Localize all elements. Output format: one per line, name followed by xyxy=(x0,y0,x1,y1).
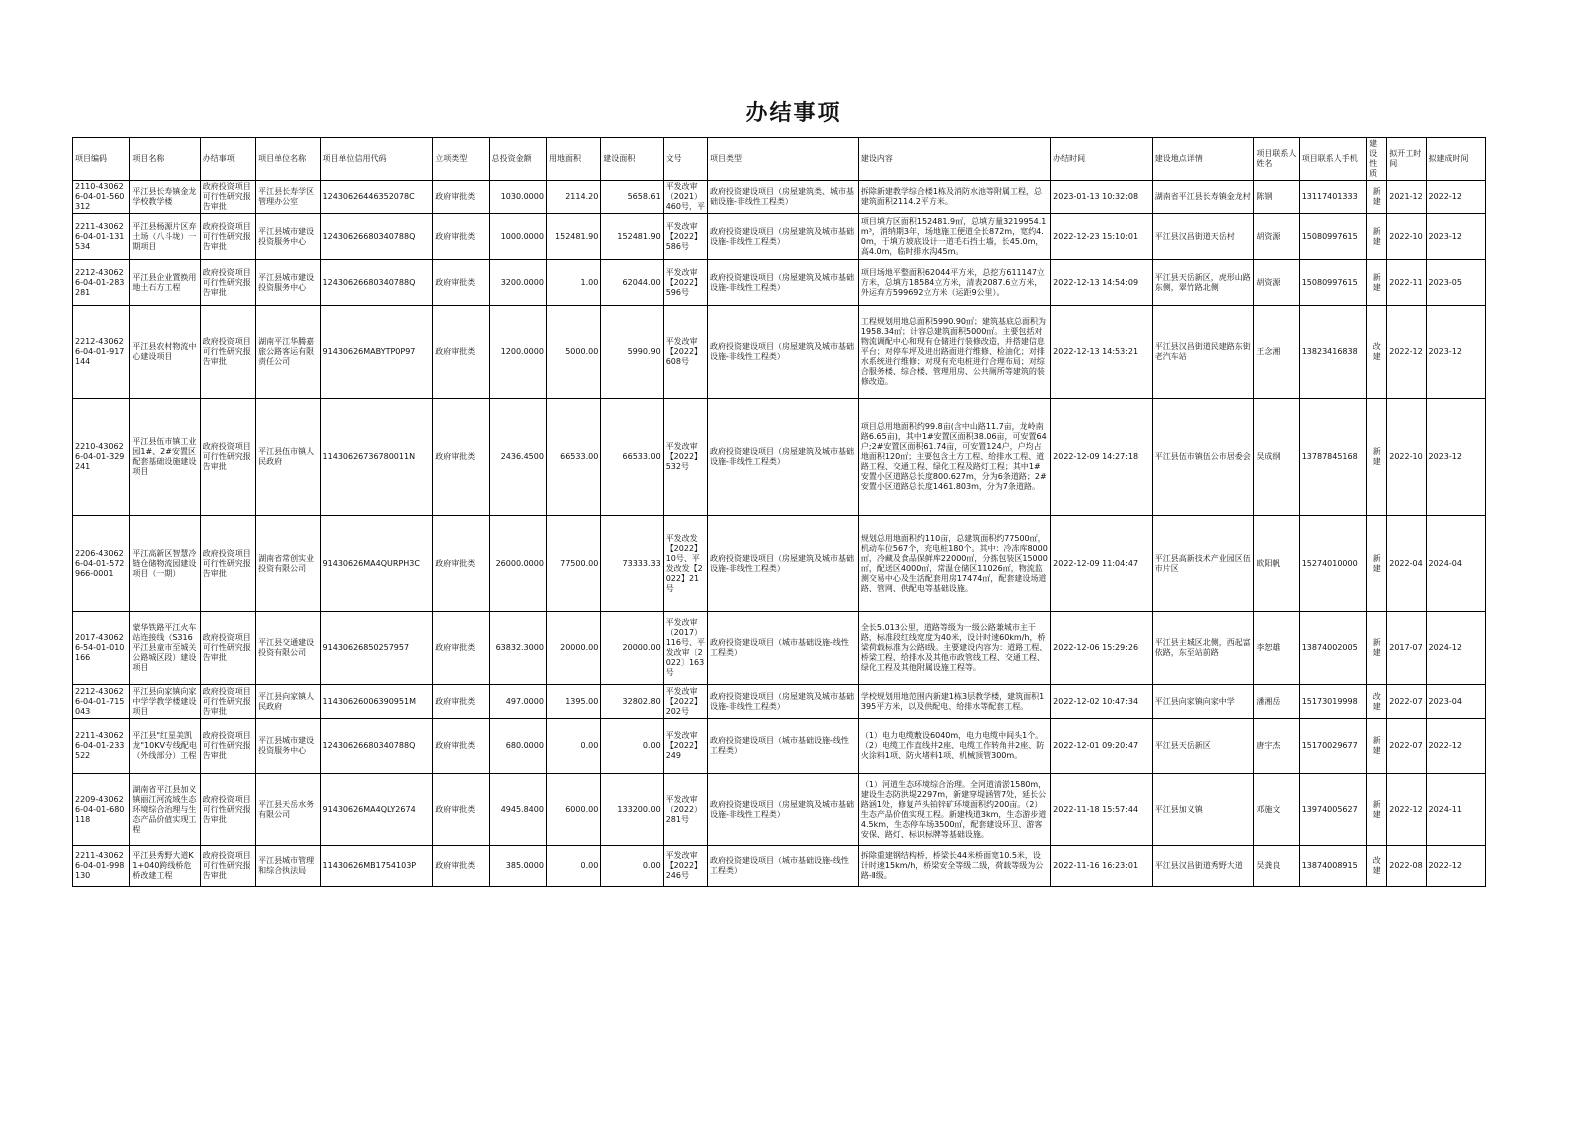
table-cell: 1395.00 xyxy=(546,685,600,719)
table-cell: 蒙华铁路平江火车站连接线（S316平江县童市至城关公路城区段）建设项目 xyxy=(130,612,200,685)
table-cell: 平发改审【2022】596号 xyxy=(663,260,707,306)
table-cell: 政府投资项目可行性研究报告审批 xyxy=(200,181,255,214)
table-cell: 全长5.013公里，道路等级为一级公路兼城市主干路，标准段红线宽度为40米，设计时速60km/h，桥梁荷载标准为公路Ⅰ级。主要建设内容为：道路工程、桥梁工程、给排水及其他市政管线工程、交通工程、绿化工程及其他附属设施工程等。 xyxy=(858,612,1050,685)
table-cell: 政府审批类 xyxy=(433,719,489,774)
table-cell: 2110-430626-04-01-560312 xyxy=(73,181,130,214)
table-cell: 政府投资建设项目（房屋建筑及城市基础设施-非线性工程类） xyxy=(707,685,858,719)
table-cell: 改建 xyxy=(1367,846,1387,887)
column-header: 总投资金额 xyxy=(489,138,546,181)
table-row xyxy=(73,774,1486,846)
table-cell: 政府审批类 xyxy=(433,516,489,612)
table-cell: 王念湘 xyxy=(1254,306,1299,399)
table-cell: 2206-430626-04-01-572966-0001 xyxy=(73,516,130,612)
table-cell: 680.0000 xyxy=(489,719,546,774)
table-cell: 2024-04 xyxy=(1426,516,1486,612)
document-title: 办结事项 xyxy=(745,100,842,126)
table-cell: 吴成纲 xyxy=(1254,399,1299,516)
table-cell: 2022-11-16 16:23:01 xyxy=(1051,846,1153,887)
table-cell: 11430626006390951M xyxy=(320,685,433,719)
table-cell: 政府投资建设项目（房屋建筑及城市基础设施-非线性工程类） xyxy=(707,774,858,846)
table-row xyxy=(73,719,1486,774)
table-cell: 2022-07 xyxy=(1387,685,1426,719)
table-cell: 湖南省平江县加义镇丽江河流域生态环境综合治理与生态产品价值实现工程 xyxy=(130,774,200,846)
table-row xyxy=(73,260,1486,306)
table-cell: 平江县天岳新区 xyxy=(1152,719,1254,774)
table-cell: 平江县交通建设投资有限公司 xyxy=(256,612,320,685)
table-cell: 2211-430626-04-01-233522 xyxy=(73,719,130,774)
table-cell: 政府投资项目可行性研究报告审批 xyxy=(200,214,255,260)
table-cell: 欧阳帆 xyxy=(1254,516,1299,612)
table-row xyxy=(73,612,1486,685)
table-cell: 政府投资项目可行性研究报告审批 xyxy=(200,399,255,516)
table-cell: 2209-430626-04-01-680118 xyxy=(73,774,130,846)
table-cell: 平江县伍市镇伍公市居委会 xyxy=(1152,399,1254,516)
table-cell: 平江县城市建设投资服务中心 xyxy=(256,719,320,774)
table-cell: 12430626680340788Q xyxy=(320,260,433,306)
table-cell: 1200.0000 xyxy=(489,306,546,399)
table-cell: 2022-12 xyxy=(1426,181,1486,214)
table-cell: 2023-01-13 10:32:08 xyxy=(1051,181,1153,214)
table-cell: 平江县农村物流中心建设项目 xyxy=(130,306,200,399)
table-cell: 2022-11-18 15:57:44 xyxy=(1051,774,1153,846)
table-cell: 26000.0000 xyxy=(489,516,546,612)
column-header: 项目联系人姓名 xyxy=(1254,138,1299,181)
column-header: 项目单位名称 xyxy=(256,138,320,181)
table-cell: 2022-10 xyxy=(1387,399,1426,516)
table-cell: 政府审批类 xyxy=(433,685,489,719)
table-cell: 平江县伍市镇人民政府 xyxy=(256,399,320,516)
table-cell: 2022-12-09 11:04:47 xyxy=(1051,516,1153,612)
column-header: 项目类型 xyxy=(707,138,858,181)
table-cell: 政府投资建设项目（城市基础设施-线性工程类） xyxy=(707,719,858,774)
completed-items-table xyxy=(72,137,1486,887)
table-cell: 2022-12-06 15:29:26 xyxy=(1051,612,1153,685)
table-cell: 新建 xyxy=(1367,399,1387,516)
table-cell: 规划总用地面积约110亩，总建筑面积约77500㎡，机动车位567个，充电桩180个。其中：冷冻库8000㎡，冷藏及食品保鲜库22000㎡，分拣包装区15000㎡，配送区4000㎡，常温仓储区11026㎡，物流监测交易中心及生活配套用房17474㎡，配套建设场道路、管网、供配电等基础设施。 xyxy=(858,516,1050,612)
column-header: 项目单位信用代码 xyxy=(320,138,433,181)
table-cell: 平江县"红星美凯龙"10KV专线配电（外线部分）工程 xyxy=(130,719,200,774)
table-cell: 5000.00 xyxy=(546,306,600,399)
table-cell: 政府投资建设项目（城市基础设施-线性工程类） xyxy=(707,612,858,685)
table-row xyxy=(73,399,1486,516)
table-cell: 邓施文 xyxy=(1254,774,1299,846)
column-header: 办结事项 xyxy=(200,138,255,181)
table-cell: 15080997615 xyxy=(1299,214,1366,260)
table-cell: 湖南省平江县长寿镇金龙村 xyxy=(1152,181,1254,214)
table-cell: 1000.0000 xyxy=(489,214,546,260)
table-row xyxy=(73,306,1486,399)
table-cell: 新建 xyxy=(1367,516,1387,612)
table-cell: 平江县城市建设投资服务中心 xyxy=(256,260,320,306)
column-header: 办结时间 xyxy=(1051,138,1153,181)
table-cell: 胡资源 xyxy=(1254,214,1299,260)
table-row xyxy=(73,214,1486,260)
column-header: 建设地点详情 xyxy=(1152,138,1254,181)
table-cell: 2022-12-13 14:54:09 xyxy=(1051,260,1153,306)
column-header: 拟开工时间 xyxy=(1387,138,1426,181)
column-header: 项目编码 xyxy=(73,138,130,181)
table-cell: 5658.61 xyxy=(601,181,663,214)
table-cell: 政府审批类 xyxy=(433,306,489,399)
table-cell: 平江县杨源片区弃土场（八斗垅）一期项目 xyxy=(130,214,200,260)
table-cell: 政府审批类 xyxy=(433,399,489,516)
table-cell: 政府投资建设项目（房屋建筑及城市基础设施-非线性工程类） xyxy=(707,260,858,306)
table-row xyxy=(73,181,1486,214)
table-cell: 潘湘岳 xyxy=(1254,685,1299,719)
table-cell: 2022-12-23 15:10:01 xyxy=(1051,214,1153,260)
table-cell: 66533.00 xyxy=(601,399,663,516)
table-cell: 平发改审【2022】532号 xyxy=(663,399,707,516)
table-cell: 新建 xyxy=(1367,181,1387,214)
table-cell: 平江县汉昌街道天岳村 xyxy=(1152,214,1254,260)
table-cell: 政府投资建设项目（房屋建筑及城市基础设施-非线性工程类） xyxy=(707,399,858,516)
table-cell: 拆除重建钢结构桥，桥梁长44米桥面宽10.5米，设计时速15km/h，桥梁安全等级二级，荷载等级为公路-Ⅱ级。 xyxy=(858,846,1050,887)
table-cell: 15170029677 xyxy=(1299,719,1366,774)
table-cell: 15080997615 xyxy=(1299,260,1366,306)
table-cell: 13874008915 xyxy=(1299,846,1366,887)
table-cell: 新建 xyxy=(1367,214,1387,260)
table-cell: 13974005627 xyxy=(1299,774,1366,846)
table-cell: 1.00 xyxy=(546,260,600,306)
table-cell: 2023-12 xyxy=(1426,399,1486,516)
table-cell: 91430626MA4QLY2674 xyxy=(320,774,433,846)
column-header: 建设面积 xyxy=(601,138,663,181)
table-cell: 2022-12 xyxy=(1426,719,1486,774)
column-header: 立项类型 xyxy=(433,138,489,181)
table-cell: 0.00 xyxy=(546,719,600,774)
table-cell: 5990.90 xyxy=(601,306,663,399)
table-cell: 152481.90 xyxy=(601,214,663,260)
table-cell: 新建 xyxy=(1367,260,1387,306)
table-cell: 平发改审【2022】202号 xyxy=(663,685,707,719)
table-cell: 平江县汉昌街道民建路东街老汽车站 xyxy=(1152,306,1254,399)
table-cell: 政府投资项目可行性研究报告审批 xyxy=(200,516,255,612)
table-cell: 15274010000 xyxy=(1299,516,1366,612)
table-cell: 政府审批类 xyxy=(433,774,489,846)
table-cell: 学校规划用地范围内新建1栋3层教学楼，建筑面积1395平方米，以及供配电、给排水等配套工程。 xyxy=(858,685,1050,719)
table-cell: 91430626850257957 xyxy=(320,612,433,685)
table-cell: 平江县汉昌街道秀野大道 xyxy=(1152,846,1254,887)
table-cell: 胡资源 xyxy=(1254,260,1299,306)
table-cell: 91430626MABYTP0P97 xyxy=(320,306,433,399)
table-cell: 2210-430626-04-01-329241 xyxy=(73,399,130,516)
column-header: 建设内容 xyxy=(858,138,1050,181)
table-cell: 2021-12 xyxy=(1387,181,1426,214)
table-cell: 73333.33 xyxy=(601,516,663,612)
table-cell: 0.00 xyxy=(601,846,663,887)
table-cell: 497.0000 xyxy=(489,685,546,719)
table-cell: 2022-08 xyxy=(1387,846,1426,887)
table-cell: 77500.00 xyxy=(546,516,600,612)
table-cell: 平江县长寿学区管理办公室 xyxy=(256,181,320,214)
table-cell: 32802.80 xyxy=(601,685,663,719)
table-cell: 政府投资建设项目（房屋建筑及城市基础设施-非线性工程类） xyxy=(707,214,858,260)
table-cell: 2023-12 xyxy=(1426,214,1486,260)
table-cell: 新建 xyxy=(1367,719,1387,774)
table-cell: 2212-430626-04-01-917144 xyxy=(73,306,130,399)
table-cell: 平江县天岳新区，虎形山路东侧，翠竹路北侧 xyxy=(1152,260,1254,306)
table-cell: 项目场地平整面积62044平方米，总挖方611147立方米，总填方18584立方米，清表2087.6立方米，外运弃方599692立方米（运距9公里）。 xyxy=(858,260,1050,306)
table-cell: 平江县企业置换用地土石方工程 xyxy=(130,260,200,306)
table-cell: 6000.00 xyxy=(546,774,600,846)
table-cell: 91430626MA4QURPH3C xyxy=(320,516,433,612)
column-header: 拟建成时间 xyxy=(1426,138,1486,181)
table-cell: 平江县长寿镇金龙学校教学楼 xyxy=(130,181,200,214)
table-cell: 政府投资建设项目（房屋建筑及城市基础设施-非线性工程类） xyxy=(707,516,858,612)
table-cell: 平江县主城区北侧，西起富依路，东至站前路 xyxy=(1152,612,1254,685)
table-cell: 2022-12-09 14:27:18 xyxy=(1051,399,1153,516)
table-cell: 改建 xyxy=(1367,685,1387,719)
table-cell: 13787845168 xyxy=(1299,399,1366,516)
table-cell: 66533.00 xyxy=(546,399,600,516)
column-header: 建设性质 xyxy=(1367,138,1387,181)
table-cell: 平江县向家镇向家中学 xyxy=(1152,685,1254,719)
table-cell: 2022-12-13 14:53:21 xyxy=(1051,306,1153,399)
table-cell: 平江县高新技术产业园区伍市片区 xyxy=(1152,516,1254,612)
table-cell: 3200.0000 xyxy=(489,260,546,306)
table-cell: 唐宇杰 xyxy=(1254,719,1299,774)
table-cell: 2022-11 xyxy=(1387,260,1426,306)
table-row xyxy=(73,685,1486,719)
table-cell: 11430626736780011N xyxy=(320,399,433,516)
table-cell: 2211-430626-04-01-131534 xyxy=(73,214,130,260)
table-cell: 2022-10 xyxy=(1387,214,1426,260)
table-cell: 13874002005 xyxy=(1299,612,1366,685)
table-cell: 2211-430626-04-01-998130 xyxy=(73,846,130,887)
table-cell: 平江县向家镇人民政府 xyxy=(256,685,320,719)
table-cell: 13823416838 xyxy=(1299,306,1366,399)
table-cell: 吴龚良 xyxy=(1254,846,1299,887)
table-cell: 385.0000 xyxy=(489,846,546,887)
table-cell: 政府投资项目可行性研究报告审批 xyxy=(200,306,255,399)
table-cell: 11430626MB1754103P xyxy=(320,846,433,887)
table-cell: 0.00 xyxy=(601,719,663,774)
table-cell: 2212-430626-04-01-283281 xyxy=(73,260,130,306)
table-cell: 20000.00 xyxy=(601,612,663,685)
table-cell: 4945.8400 xyxy=(489,774,546,846)
table-cell: 平发改审（2021）460号，平 xyxy=(663,181,707,214)
table-cell: 政府投资项目可行性研究报告审批 xyxy=(200,260,255,306)
table-cell: 平发改审【2022】246号 xyxy=(663,846,707,887)
table-cell: 0.00 xyxy=(546,846,600,887)
table-cell: 133200.00 xyxy=(601,774,663,846)
table-cell: 政府审批类 xyxy=(433,846,489,887)
table-cell: 平江县向家镇向家中学学教学楼建设项目 xyxy=(130,685,200,719)
table-cell: 平江县秀野大道K1+040跨线桥危桥改建工程 xyxy=(130,846,200,887)
table-cell: 2022-04 xyxy=(1387,516,1426,612)
table-cell: 15173019998 xyxy=(1299,685,1366,719)
table-cell: 政府投资项目可行性研究报告审批 xyxy=(200,685,255,719)
table-cell: 平江县加义镇 xyxy=(1152,774,1254,846)
table-cell: 陈钢 xyxy=(1254,181,1299,214)
table-cell: 62044.00 xyxy=(601,260,663,306)
table-cell: 政府投资建设项目（房屋建筑类、城市基础设施-非线性工程类） xyxy=(707,181,858,214)
table-cell: 平发改审【2022】586号 xyxy=(663,214,707,260)
table-cell: 项目填方区面积152481.9㎡，总填方量3219954.1m³，消纳期3年，场地施工便道全长872m，宽约4.0m，于填方坡底设计一道毛石挡土墙，长45.0m，高4.0m，临时排水沟45m。 xyxy=(858,214,1050,260)
table-cell: 李恕雄 xyxy=(1254,612,1299,685)
table-cell: 平江高新区智慧冷链仓储物流园建设项目（一期） xyxy=(130,516,200,612)
table-cell: 2212-430626-04-01-715043 xyxy=(73,685,130,719)
table-cell: 2022-12-02 10:47:34 xyxy=(1051,685,1153,719)
table-cell: 13117401333 xyxy=(1299,181,1366,214)
table-cell: 政府投资项目可行性研究报告审批 xyxy=(200,719,255,774)
table-cell: 湖南省常创实业投资有限公司 xyxy=(256,516,320,612)
table-cell: 2022-07 xyxy=(1387,719,1426,774)
table-cell: 152481.90 xyxy=(546,214,600,260)
table-cell: （1）河道生态环境综合治理。全河道清淤1580m，建设生态防洪堤2297m，新建穿堤涵管7处，延长公路涵1处，修复芦头铂锌矿环境面积约200亩。（2）生态产品价值实现工程。新建栈道3km，生态游步道4.5km，生态停车场3500㎡，配套建设环卫、游客安保、路灯、标识标牌等基础设施。 xyxy=(858,774,1050,846)
column-header: 文号 xyxy=(663,138,707,181)
table-cell: 2023-05 xyxy=(1426,260,1486,306)
table-cell: 2023-04 xyxy=(1426,685,1486,719)
table-cell: 12430626680340788Q xyxy=(320,214,433,260)
table-cell: 平发改审【2022】608号 xyxy=(663,306,707,399)
table-cell: 2024-12 xyxy=(1426,612,1486,685)
table-cell: 2022-12-01 09:20:47 xyxy=(1051,719,1153,774)
table-cell: 平发改发【2022】10号、平发改发【2022】21号 xyxy=(663,516,707,612)
table-cell: 政府审批类 xyxy=(433,612,489,685)
table-cell: 2022-12 xyxy=(1387,306,1426,399)
table-cell: 平发改审【2022】249 xyxy=(663,719,707,774)
table-cell: 2023-12 xyxy=(1426,306,1486,399)
table-cell: 政府审批类 xyxy=(433,214,489,260)
table-cell: 政府投资建设项目（城市基础设施-线性工程类） xyxy=(707,846,858,887)
table-cell: 政府审批类 xyxy=(433,260,489,306)
table-cell: 63832.3000 xyxy=(489,612,546,685)
table-cell: 平发改审（2022）281号 xyxy=(663,774,707,846)
table-cell: 政府投资建设项目（房屋建筑及城市基础设施-非线性工程类） xyxy=(707,306,858,399)
table-cell: 2024-11 xyxy=(1426,774,1486,846)
table-header-row xyxy=(73,138,1486,181)
table-cell: 平江县城市建设投资服务中心 xyxy=(256,214,320,260)
table-cell: 改建 xyxy=(1367,306,1387,399)
table-cell: 政府投资项目可行性研究报告审批 xyxy=(200,774,255,846)
table-cell: 2436.4500 xyxy=(489,399,546,516)
table-cell: 20000.00 xyxy=(546,612,600,685)
column-header: 用地面积 xyxy=(546,138,600,181)
table-cell: 项目总用地面积约99.8亩(含中山路11.7亩，龙岭南路6.65亩)，其中1#安置区面积38.06亩，可安置64户;2#安置区面积61.74亩，可安置124户，户均占地面积120㎡；主要包含土方工程、给排水工程、道路工程、交通工程、绿化工程及路灯工程；其中1#安置小区道路总长度800.627m，分为6条道路；2#安置小区道路总长度1461.803m，分为7条道路。 xyxy=(858,399,1050,516)
table-cell: 2022-12 xyxy=(1387,774,1426,846)
table-cell: 2022-12 xyxy=(1426,846,1486,887)
table-cell: 2114.20 xyxy=(546,181,600,214)
table-cell: 工程规划用地总面积5990.90㎡；建筑基底总面积为1958.34㎡；计容总建筑面积5000㎡。主要包括对物流调配中心和现有仓储进行装修改造，并搭建信息平台；对停车坪及进出路面进行维修、检油化；对排水系统进行维修；对现有充电桩进行合理布局；对综合服务楼、综合楼、管理用房、公共厕所等建筑的装修改造。 xyxy=(858,306,1050,399)
table-cell: 政府投资项目可行性研究报告审批 xyxy=(200,846,255,887)
table-cell: 平江县伍市镇工业园1#、2#安置区配套基础设施建设项目 xyxy=(130,399,200,516)
table-cell: 平发改审（2017）116号、平发改审〔2022〕163号 xyxy=(663,612,707,685)
table-cell: 新建 xyxy=(1367,612,1387,685)
column-header: 项目名称 xyxy=(130,138,200,181)
table-cell: 2017-430626-54-01-010166 xyxy=(73,612,130,685)
table-cell: 湖南平江华腾嘉旅公路客运有限责任公司 xyxy=(256,306,320,399)
table-cell: 12430626446352078C xyxy=(320,181,433,214)
table-cell: 1030.0000 xyxy=(489,181,546,214)
table-row xyxy=(73,516,1486,612)
table-cell: 新建 xyxy=(1367,774,1387,846)
column-header: 项目联系人手机 xyxy=(1299,138,1366,181)
table-cell: 拆除新建教学综合楼1栋及消防水池等附属工程，总建筑面积2114.2平方米。 xyxy=(858,181,1050,214)
table-cell: 2017-07 xyxy=(1387,612,1426,685)
table-cell: 平江县城市管理和综合执法局 xyxy=(256,846,320,887)
table-cell: （1）电力电缆敷设6040m，电力电缆中间头1个。（2）电缆工作直线井2座、电缆工作转角井2座、防火涂料1项、防火堵料1项、机械顶管300m。 xyxy=(858,719,1050,774)
table-cell: 政府投资项目可行性研究报告审批 xyxy=(200,612,255,685)
table-cell: 平江县天岳水务有限公司 xyxy=(256,774,320,846)
table-cell: 政府审批类 xyxy=(433,181,489,214)
table-cell: 12430626680340788Q xyxy=(320,719,433,774)
table-row xyxy=(73,846,1486,887)
